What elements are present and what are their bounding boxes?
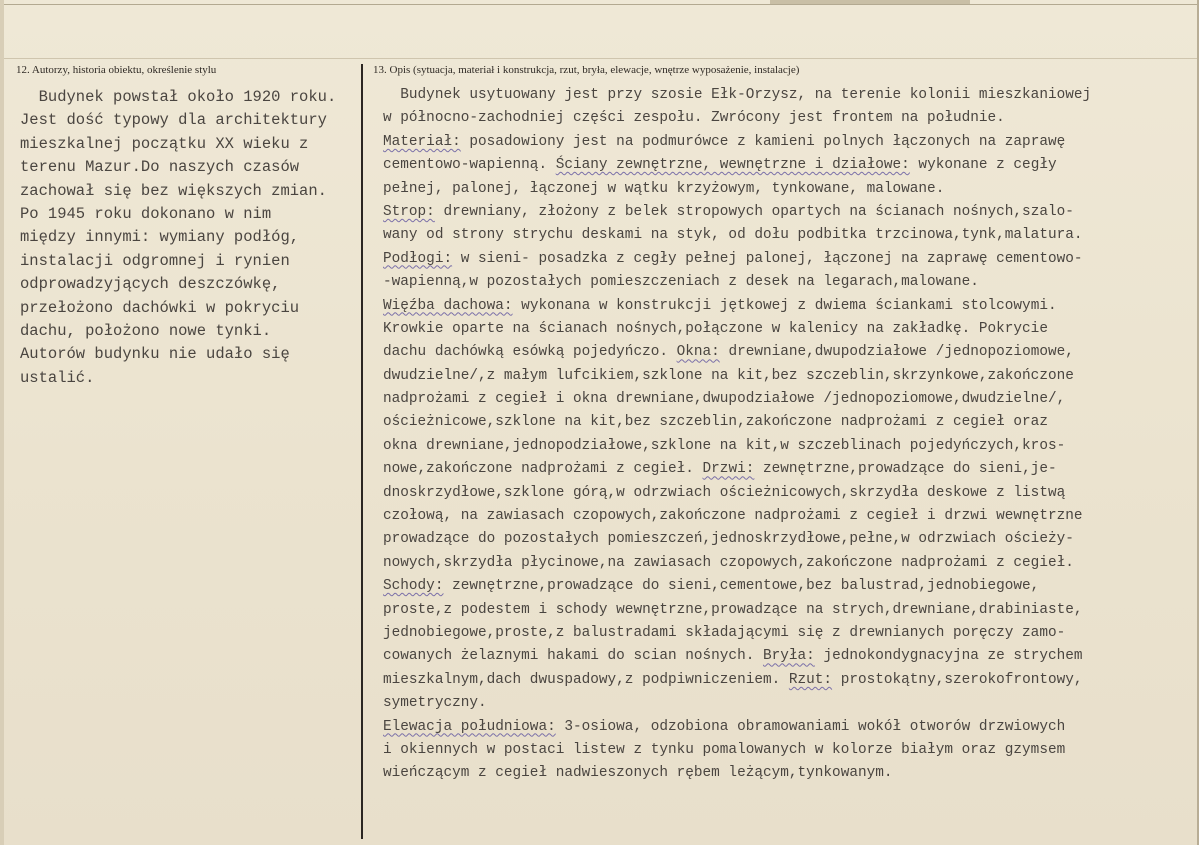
- description-line: [383, 201, 1091, 224]
- description-text-segment: jednokondygnacyjna ze strychem: [814, 648, 1083, 665]
- description-text-segment: proste,z podestem i schody wewnętrzne,prowadzące na strych,drewniane,drabiniaste,: [383, 601, 1083, 618]
- description-text-segment: -wapienną,w pozostałych pomieszczeniach z desek na legarach,malowane.: [383, 274, 979, 291]
- description-text-segment: zewnętrzne,prowadzące do sieni,je-: [754, 461, 1057, 478]
- description-text-segment: pełnej, palonej, łączonej w wątku krzyżowym, tynkowane, malowane.: [383, 180, 945, 197]
- description-line: [383, 131, 1091, 154]
- history-line: przełożono dachówki w pokryciu: [20, 298, 300, 317]
- description-line: [383, 271, 1091, 294]
- description-line: [383, 295, 1091, 318]
- history-line: ustalić.: [20, 368, 95, 387]
- description-line: [383, 505, 1091, 528]
- top-border-line: [0, 4, 1199, 5]
- history-line: Autorów budynku nie udało się: [20, 345, 290, 364]
- description-line: [383, 622, 1091, 645]
- description-text-segment: Krowkie oparte na ścianach nośnych,połączone w kalenicy na zakładkę. Pokrycie: [383, 320, 1048, 337]
- description-text-segment: zewnętrzne,prowadzące do sieni,cementowe,bez balustrad,jednobiegowe,: [443, 578, 1040, 595]
- description-text-segment: wieńczącym z cegieł nadwieszonych rębem leżącym,tynkowanym.: [383, 765, 893, 782]
- description-text-segment: Budynek usytuowany jest przy szosie Ełk-Orzysz, na terenie kolonii mieszkaniowej: [383, 87, 1092, 103]
- history-text: [20, 86, 336, 390]
- description-text-segment: okna drewniane,jednopodziałowe,szklone na kit,w szczeblinach pojedyńczych,kros-: [383, 437, 1066, 454]
- column-divider: [361, 64, 363, 839]
- section-label-underlined: Rzut:: [788, 671, 833, 688]
- description-text-segment: i okiennych w postaci listew z tynku pomalowanych w kolorze białym oraz gzymsem: [383, 741, 1066, 758]
- header-rule: [0, 58, 1199, 59]
- description-text-segment: czołową, na zawiasach czopowych,zakończone nadprożami z cegieł i drzwi wewnętrzne: [383, 508, 1083, 525]
- history-line: Po 1945 roku dokonano w nim: [20, 204, 272, 223]
- description-line: [383, 435, 1091, 458]
- history-line: odprowadzyjących deszczówkę,: [20, 275, 281, 294]
- description-text-segment: wany od strony strychu deskami na styk, od dołu podbitka trzcinowa,tynk,malatura.: [383, 227, 1083, 244]
- section-label-underlined: Materiał:: [383, 133, 461, 150]
- section-label-underlined: Strop:: [383, 203, 435, 220]
- description-line: [383, 692, 1091, 715]
- description-text-segment: jednobiegowe,proste,z balustradami składającymi się z drewnianych poręczy zamo-: [383, 624, 1066, 641]
- section-label-underlined: Podłogi:: [383, 250, 453, 267]
- description-text-segment: mieszkalnym,dach dwuspadowy,z podpiwniczeniem.: [383, 671, 789, 688]
- history-line: instalacji odgromnej i rynien: [20, 251, 290, 270]
- history-line: Budynek powstał około 1920 roku.: [20, 88, 337, 106]
- description-line: [383, 528, 1091, 551]
- top-edge-mark: [770, 0, 970, 4]
- history-line: mieszkalnej początku XX wieku z: [20, 134, 309, 153]
- description-text: [383, 84, 1091, 786]
- description-text-segment: cowanych żelaznymi hakami do scian nośnych.: [383, 648, 763, 665]
- history-line: Jest dość typowy dla architektury: [20, 111, 327, 130]
- section-13-heading: 13. Opis (sytuacja, materiał i konstrukcja, rzut, bryła, elewacje, wnętrze wyposażenie, instalacje): [373, 64, 800, 76]
- section-12-heading: 12. Autorzy, historia obiektu, określenie stylu: [16, 64, 217, 76]
- description-text-segment: dachu dachówką esówką pojedyńczo.: [383, 344, 677, 361]
- description-text-segment: dnoskrzydłowe,szklone górą,w odrzwiach ościeżnicowych,skrzydła deskowe z listwą: [383, 484, 1066, 501]
- description-line: [383, 107, 1091, 130]
- description-text-segment: cementowo-wapienną.: [383, 157, 556, 174]
- description-line: [383, 739, 1091, 762]
- section-label-underlined: Drzwi:: [702, 461, 755, 478]
- description-line: [383, 248, 1091, 271]
- history-line: dachu, położono nowe tynki.: [20, 321, 272, 340]
- section-label-underlined: Bryła:: [762, 648, 815, 665]
- description-text-segment: wykonane z cegły: [909, 157, 1057, 174]
- description-line: [383, 365, 1091, 388]
- section-label-underlined: Okna:: [676, 344, 720, 361]
- description-line: [383, 762, 1091, 785]
- description-text-segment: drewniany, złożony z belek stropowych opartych na ścianach nośnych,szalo-: [434, 203, 1074, 220]
- description-line: [383, 716, 1091, 739]
- description-line: [383, 388, 1091, 411]
- description-text-segment: ościeżnicowe,szklone na kit,bez szczeblin,zakończone nadprożami z cegieł oraz: [383, 414, 1048, 431]
- description-text-segment: wykonana w konstrukcji jętkowej z dwiema ściankami stolcowymi.: [512, 297, 1057, 314]
- description-text-segment: nadprożami z cegieł i okna drewniane,dwupodziałowe /jednopoziomowe,dwudzielne/,: [383, 391, 1066, 408]
- description-line: [383, 224, 1091, 247]
- description-text-segment: dwudzielne/,z małym lufcikiem,szklone na kit,bez szczeblin,skrzynkowe,zakończone: [383, 367, 1074, 384]
- section-label-underlined: Schody:: [383, 578, 444, 595]
- description-text-segment: nowych,skrzydła płycinowe,na zawiasach czopowych,zakończone nadprożami z cegieł.: [383, 554, 1074, 571]
- description-line: [383, 645, 1091, 668]
- description-line: [383, 458, 1091, 481]
- description-text-segment: posadowiony jest na podmurówce z kamieni polnych łączonych na zaprawę: [460, 133, 1066, 150]
- section-label-underlined: Elewacja południowa:: [383, 718, 556, 735]
- description-line: [383, 341, 1091, 364]
- description-text-segment: 3-osiowa, odzobiona obramowaniami wokół otworów drzwiowych: [555, 718, 1066, 735]
- description-text-segment: w sieni- posadzka z cegły pełnej palonej, łączonej na zaprawę cementowo-: [452, 250, 1083, 267]
- description-line: [383, 84, 1091, 107]
- history-line: terenu Mazur.Do naszych czasów: [20, 158, 300, 177]
- history-line: zachował się bez większych zmian.: [20, 181, 327, 200]
- description-text-segment: drewniane,dwupodziałowe /jednopoziomowe,: [719, 344, 1074, 361]
- section-label-underlined: Ściany zewnętrzne, wewnętrzne i działowe:: [555, 157, 910, 174]
- description-text-segment: prowadzące do pozostałych pomieszczeń,jednoskrzydłowe,pełne,w odrzwiach ościeży-: [383, 531, 1074, 548]
- description-text-segment: nowe,zakończone nadprożami z cegieł.: [383, 461, 703, 478]
- description-text-segment: w północno-zachodniej części zespołu. Zwrócony jest frontem na południe.: [383, 110, 1005, 127]
- description-line: [383, 178, 1091, 201]
- description-line: [383, 411, 1091, 434]
- description-line: [383, 318, 1091, 341]
- description-text-segment: prostokątny,szerokofrontowy,: [832, 671, 1083, 688]
- description-line: [383, 154, 1091, 177]
- description-line: [383, 575, 1091, 598]
- left-edge-shadow: [0, 0, 4, 845]
- description-text-segment: symetryczny.: [383, 695, 487, 712]
- history-line: między innymi: wymiany podłóg,: [20, 228, 300, 247]
- description-line: [383, 552, 1091, 575]
- description-line: [383, 669, 1091, 692]
- description-line: [383, 599, 1091, 622]
- description-line: [383, 482, 1091, 505]
- section-label-underlined: Więźba dachowa:: [383, 297, 513, 314]
